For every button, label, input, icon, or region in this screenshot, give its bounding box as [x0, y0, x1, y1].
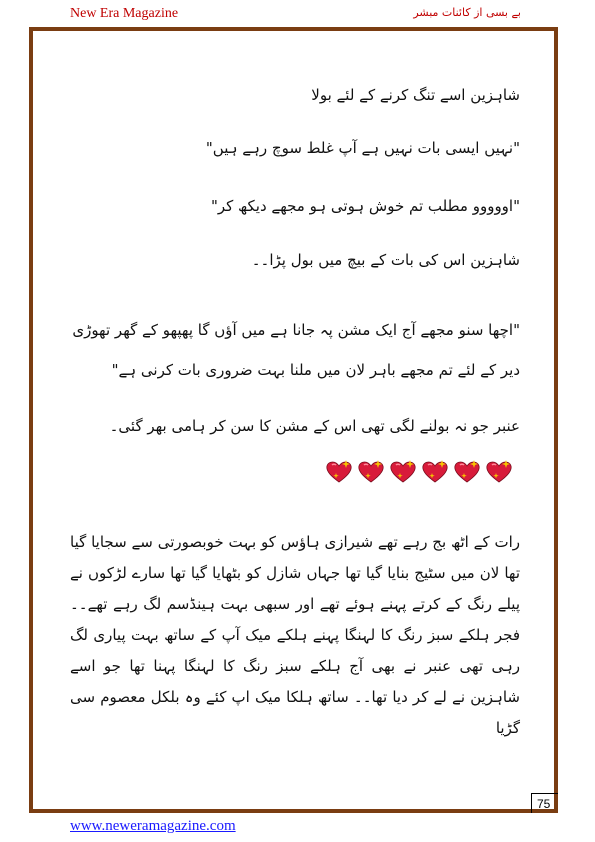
sparkling-heart-icon	[389, 460, 417, 484]
paragraph-3: "اووووو مطلب تم خوش ہوتی ہو مجھے دیکھ کر"	[210, 197, 520, 215]
paragraph-5: "اچھا سنو مجھے آج ایک مشن پہ جانا ہے میں آؤں گا پھپھو کے گھر تھوڑی دیر کے لئے تم مجھے باہر لان میں ملنا بہت ضروری بات کرنی ہے"	[72, 321, 520, 379]
paragraph-4: شاہزین اس کی بات کے بیچ میں بول پڑا۔۔	[251, 251, 520, 269]
section-separator	[325, 460, 525, 484]
paragraph-7: رات کے اٹھ بج رہے تھے شیرازی ہاؤس کو بہت خوبصورتی سے سجایا گیا تھا لان میں سٹیج بنایا گیا تھا جہاں شازل کو بٹھایا گیا تھا سارے لڑکوں نے پیلے رنگ کے کرتے پہنے ہوئے تھے اور سبھی بہت ہینڈسم لگ رہے تھے۔۔ فجر ہلکے سبز رنگ کا لہنگا پہنے ہلکے میک آپ کے ساتھ بہت پیاری لگ رہی تھی عنبر نے بھی آج ہلکے سبز رنگ کا لہنگا پہنا تھا جو اسے شاہزین نے لے کر دیا تھا۔۔ ساتھ ہلکا میک اپ کئے وہ بلکل معصوم سی گڑیا	[70, 533, 520, 737]
magazine-name: New Era Magazine	[70, 6, 179, 21]
sparkling-heart-icon	[357, 460, 385, 484]
footer-link[interactable]: www.neweramagazine.com	[70, 818, 236, 834]
paragraph-6: عنبر جو نہ بولنے لگی تھی اس کے مشن کا سن کر ہامی بھر گئی۔	[109, 417, 520, 435]
sparkling-heart-icon	[453, 460, 481, 484]
paragraph-1: شاہزین اسے تنگ کرنے کے لئے بولا	[311, 86, 520, 104]
sparkling-heart-icon	[325, 460, 353, 484]
story-title: بے بسی از کائنات مبشر	[413, 6, 521, 19]
page-number: 75	[537, 797, 551, 811]
sparkling-heart-icon	[485, 460, 513, 484]
paragraph-2: "نہیں ایسی بات نہیں ہے آپ غلط سوچ رہے ہیں"	[205, 139, 520, 157]
sparkling-heart-icon	[421, 460, 449, 484]
